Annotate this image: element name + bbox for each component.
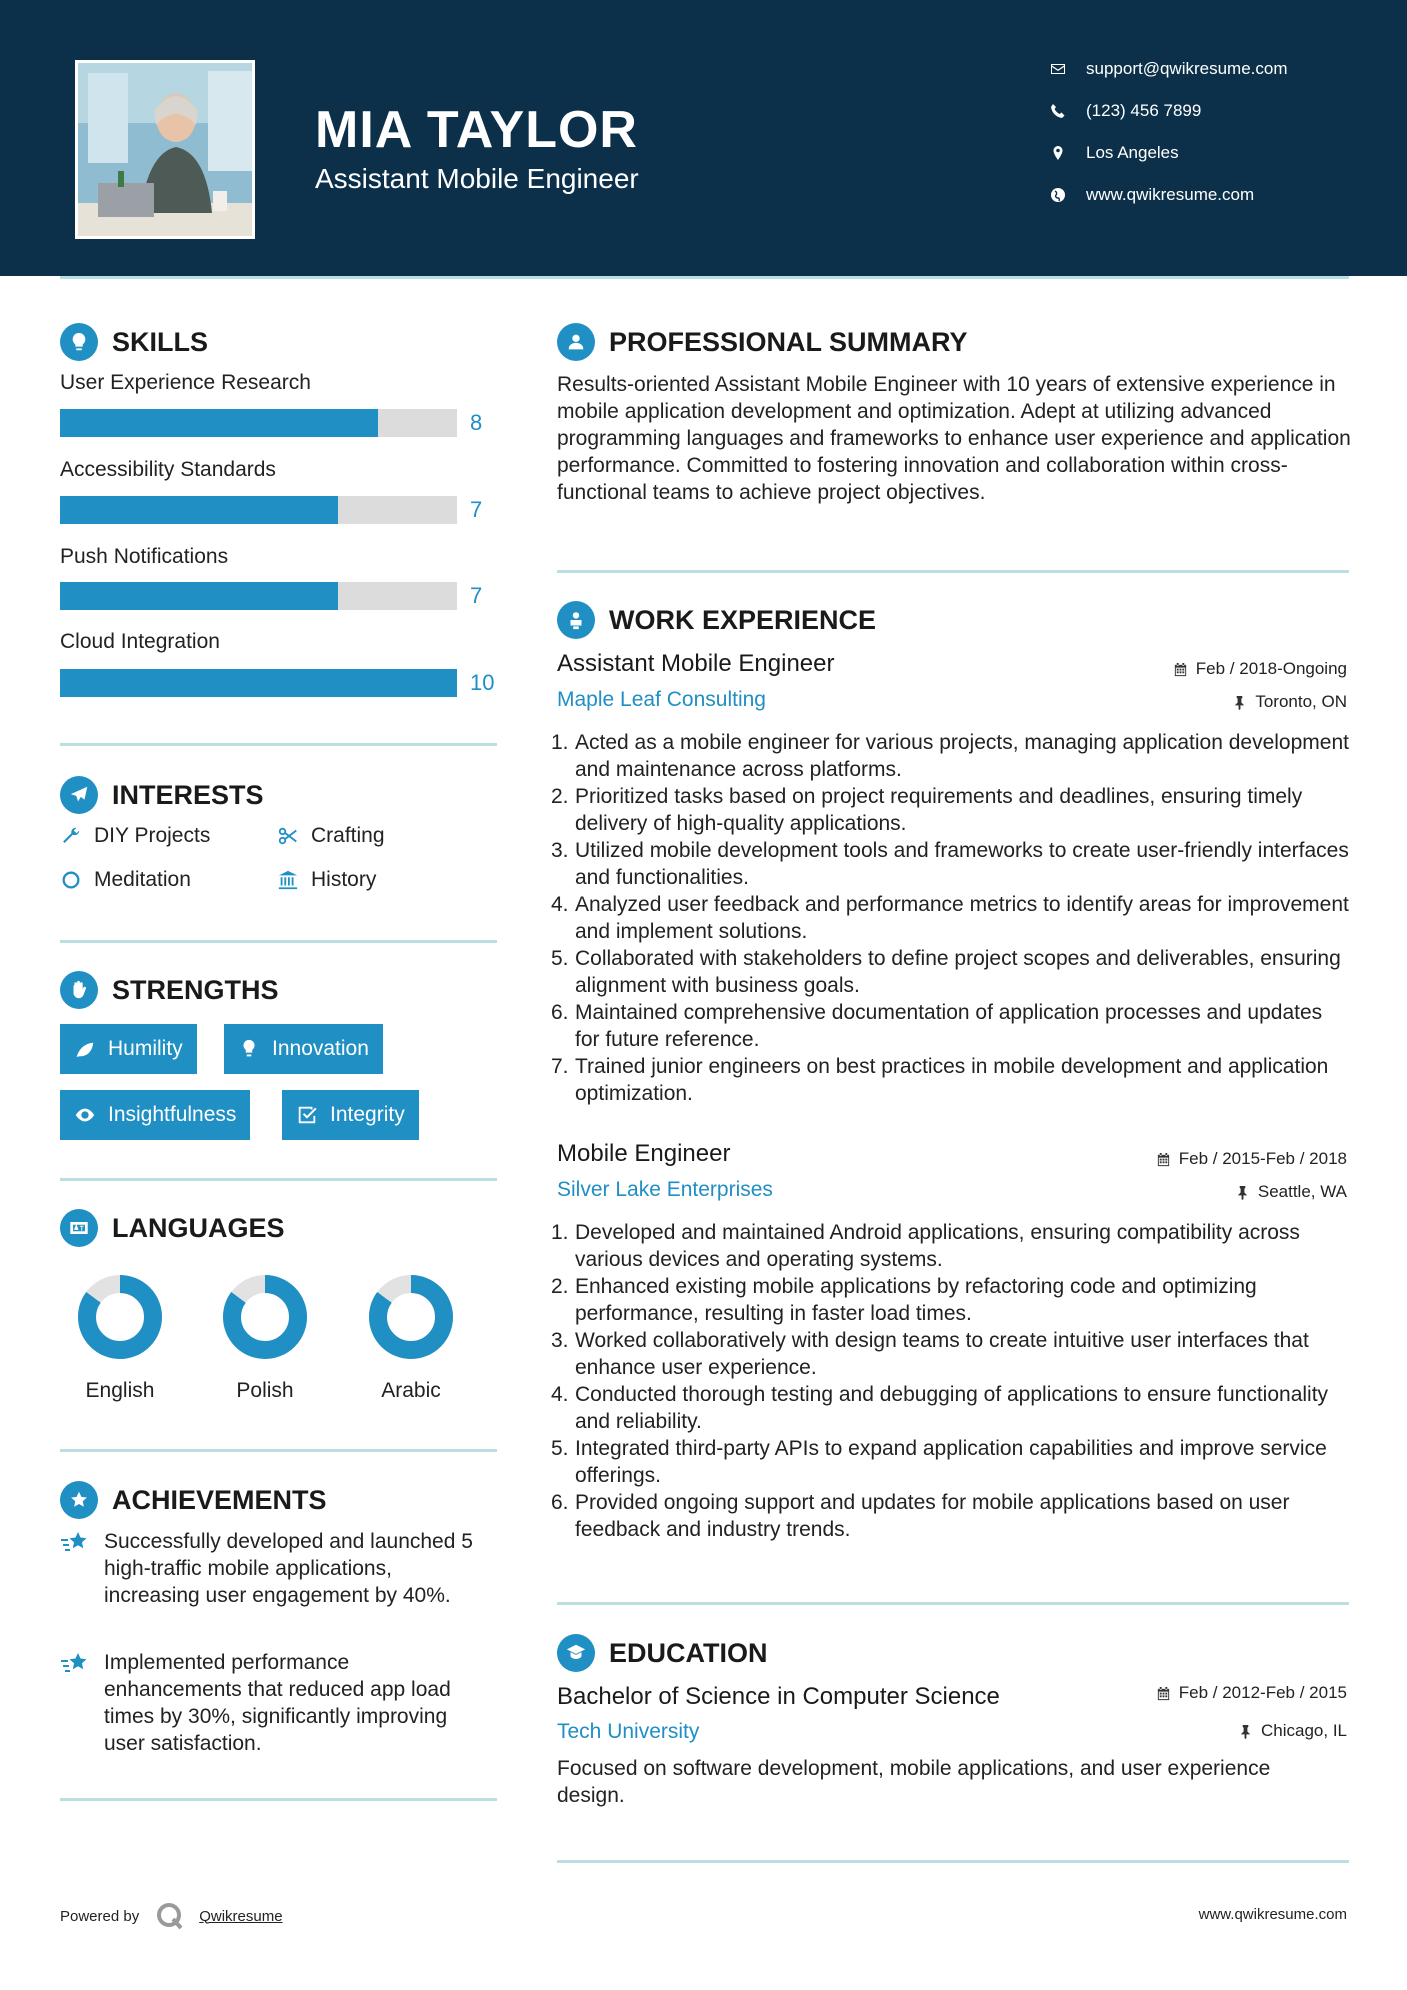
section-divider bbox=[557, 1860, 1349, 1863]
duty-item: 2. Enhanced existing mobile applications by refactoring code and optimizing performance, resulting in faster load times. bbox=[551, 1275, 1257, 1325]
section-divider bbox=[60, 940, 497, 943]
interest-item: History bbox=[277, 868, 376, 892]
skill-bar-fill bbox=[60, 496, 338, 524]
work-heading: WORK EXPERIENCE bbox=[557, 601, 876, 639]
education-location: Chicago, IL bbox=[1238, 1721, 1347, 1741]
duty-item: 1. Acted as a mobile engineer for various projects, managing application development and maintenance across platforms. bbox=[551, 731, 1349, 781]
skill-bar-fill bbox=[60, 409, 378, 437]
phone-icon bbox=[1050, 103, 1066, 119]
interests-heading: INTERESTS bbox=[60, 776, 264, 814]
section-divider bbox=[60, 743, 497, 746]
eye-icon bbox=[74, 1104, 96, 1126]
section-divider bbox=[557, 570, 1349, 573]
lightbulb-icon bbox=[60, 323, 98, 361]
duties-list bbox=[551, 729, 1352, 1107]
skill-bar bbox=[60, 582, 457, 610]
profile-photo bbox=[75, 60, 255, 239]
map-marker-icon bbox=[1050, 145, 1066, 161]
achievements-heading: ACHIEVEMENTS bbox=[60, 1481, 327, 1519]
languages-heading: LANGUAGES bbox=[60, 1209, 285, 1247]
skill-label: Push Notifications bbox=[60, 545, 229, 568]
pushpin-icon bbox=[1235, 1185, 1250, 1200]
skill-value: 10 bbox=[470, 670, 495, 695]
job-location: Seattle, WA bbox=[1235, 1182, 1347, 1202]
job-location: Toronto, ON bbox=[1232, 692, 1347, 712]
skills-heading: SKILLS bbox=[60, 323, 208, 361]
skill-label: User Experience Research bbox=[60, 371, 311, 394]
candidate-title: Assistant Mobile Engineer bbox=[315, 163, 639, 194]
skill-bar-fill bbox=[60, 669, 457, 697]
check-square-icon bbox=[296, 1104, 318, 1126]
language-ring bbox=[222, 1274, 308, 1360]
summary-heading: PROFESSIONAL SUMMARY bbox=[557, 323, 968, 361]
duty-item: 7. Trained junior engineers on best practices in mobile development and application optimization. bbox=[551, 1055, 1329, 1105]
school-name: Tech University bbox=[557, 1720, 700, 1743]
envelope-icon bbox=[1050, 61, 1066, 77]
strength-chip: Integrity bbox=[282, 1090, 419, 1140]
profile-photo-illustration bbox=[78, 63, 255, 239]
candidate-name: MIA TAYLOR bbox=[315, 101, 638, 159]
user-icon bbox=[557, 323, 595, 361]
powered-by bbox=[60, 1901, 283, 1931]
contact-website[interactable] bbox=[1050, 185, 1254, 205]
language-ring bbox=[368, 1274, 454, 1360]
company-name: Maple Leaf Consulting bbox=[557, 688, 766, 711]
degree-title: Bachelor of Science in Computer Science bbox=[557, 1683, 1000, 1710]
company-name: Silver Lake Enterprises bbox=[557, 1178, 773, 1201]
section-divider bbox=[60, 1798, 497, 1801]
section-divider bbox=[60, 1449, 497, 1452]
wrench-icon bbox=[60, 825, 82, 847]
contact-website-text: www.qwikresume.com bbox=[1086, 185, 1255, 204]
qwikresume-link[interactable]: Qwikresume bbox=[199, 1907, 283, 1925]
interest-item: Meditation bbox=[60, 868, 191, 892]
circle-icon bbox=[60, 869, 82, 891]
language-name: Polish bbox=[236, 1379, 294, 1402]
hand-icon bbox=[60, 971, 98, 1009]
duty-item: 3. Worked collaboratively with design teams to create intuitive user interfaces that enhance user experience. bbox=[551, 1329, 1309, 1379]
section-divider bbox=[557, 1602, 1349, 1605]
header-divider bbox=[60, 276, 1349, 279]
interest-item: Crafting bbox=[277, 824, 385, 848]
contact-email[interactable] bbox=[1050, 59, 1288, 79]
skill-label: Cloud Integration bbox=[60, 630, 220, 653]
pushpin-icon bbox=[1238, 1724, 1253, 1739]
strength-chip: Humility bbox=[60, 1024, 197, 1074]
leaf-icon bbox=[74, 1038, 96, 1060]
job-date: Feb / 2018-Ongoing bbox=[1173, 659, 1347, 679]
skill-value: 7 bbox=[470, 497, 483, 522]
duty-item: 1. Developed and maintained Android applications, ensuring compatibility across various devices and operating systems. bbox=[551, 1221, 1300, 1271]
duty-item: 5. Collaborated with stakeholders to define project scopes and deliverables, ensuring alignment with business goals. bbox=[551, 947, 1341, 997]
duty-item: 3. Utilized mobile development tools and frameworks to create user-friendly interfaces and functionalities. bbox=[551, 839, 1349, 889]
calendar-icon bbox=[1156, 1152, 1171, 1167]
job-title: Assistant Mobile Engineer bbox=[557, 650, 835, 677]
resume-header bbox=[0, 0, 1407, 276]
paper-plane-icon bbox=[60, 776, 98, 814]
shooting-star-icon bbox=[60, 1651, 90, 1677]
strengths-heading: STRENGTHS bbox=[60, 971, 279, 1009]
language-name: English bbox=[85, 1379, 155, 1402]
lightbulb-icon bbox=[238, 1038, 260, 1060]
footer-url[interactable]: www.qwikresume.com bbox=[1198, 1906, 1347, 1923]
duties-list bbox=[551, 1219, 1352, 1543]
skill-bar-fill bbox=[60, 582, 338, 610]
duty-item: 4. Analyzed user feedback and performance metrics to identify areas for improvement and implement solutions. bbox=[551, 893, 1349, 943]
interest-item: DIY Projects bbox=[60, 824, 210, 848]
achievement-item: Implemented performance enhancements that reduced app load times by 30%, significantly improving user satisfaction. bbox=[60, 1649, 480, 1757]
skill-value: 7 bbox=[470, 583, 483, 608]
qwikresume-logo-icon bbox=[155, 1901, 185, 1931]
powered-by-label: Powered by bbox=[60, 1907, 140, 1925]
pushpin-icon bbox=[1232, 695, 1247, 710]
institution-icon bbox=[277, 869, 299, 891]
calendar-icon bbox=[1156, 1686, 1171, 1701]
strength-chip: Insightfulness bbox=[60, 1090, 250, 1140]
summary-text: Results-oriented Assistant Mobile Engineer with 10 years of extensive experience in mobile application development and optimization. Adept at utilizing advanced programming languages and frameworks to enhance user experience and application performance. Committed to fostering innovation and collaboration within cross-functional teams to achieve project objectives. bbox=[557, 373, 1351, 504]
duty-item: 5. Integrated third-party APIs to expand application capabilities and improve service offerings. bbox=[551, 1437, 1327, 1487]
education-date: Feb / 2012-Feb / 2015 bbox=[1156, 1683, 1347, 1703]
skill-bar bbox=[60, 409, 457, 437]
job-date: Feb / 2015-Feb / 2018 bbox=[1156, 1149, 1347, 1169]
globe-icon bbox=[1050, 187, 1066, 203]
education-description: Focused on software development, mobile applications, and user experience design. bbox=[557, 1757, 1271, 1807]
achievement-item: Successfully developed and launched 5 high-traffic mobile applications, increasing user engagement by 40%. bbox=[60, 1528, 480, 1609]
duty-item: 4. Conducted thorough testing and debugging of applications to ensure functionality and reliability. bbox=[551, 1383, 1329, 1433]
skill-label: Accessibility Standards bbox=[60, 458, 276, 481]
education-heading: EDUCATION bbox=[557, 1634, 768, 1672]
skill-bar bbox=[60, 496, 457, 524]
contact-phone[interactable] bbox=[1050, 101, 1201, 121]
language-ring bbox=[77, 1274, 163, 1360]
contact-location bbox=[1050, 143, 1179, 163]
duty-item: 6. Maintained comprehensive documentation of application processes and updates for future reference. bbox=[551, 1001, 1323, 1051]
language-icon bbox=[60, 1209, 98, 1247]
language-name: Arabic bbox=[381, 1379, 441, 1402]
strength-chip: Innovation bbox=[224, 1024, 383, 1074]
contact-location-text: Los Angeles bbox=[1086, 143, 1179, 162]
scissors-icon bbox=[277, 825, 299, 847]
skill-bar bbox=[60, 669, 457, 697]
job-title: Mobile Engineer bbox=[557, 1140, 731, 1167]
section-divider bbox=[60, 1178, 497, 1181]
graduate-icon bbox=[557, 1634, 595, 1672]
briefcase-user-icon bbox=[557, 601, 595, 639]
shooting-star-icon bbox=[60, 1530, 90, 1556]
duty-item: 2. Prioritized tasks based on project requirements and deadlines, ensuring timely delivery of high-quality applications. bbox=[551, 785, 1303, 835]
skill-value: 8 bbox=[470, 410, 483, 435]
calendar-icon bbox=[1173, 662, 1188, 677]
duty-item: 6. Provided ongoing support and updates for mobile applications based on user feedback and industry trends. bbox=[551, 1491, 1290, 1541]
star-badge-icon bbox=[60, 1481, 98, 1519]
contact-email-text: support@qwikresume.com bbox=[1086, 59, 1288, 78]
contact-phone-text: (123) 456 7899 bbox=[1086, 101, 1202, 120]
